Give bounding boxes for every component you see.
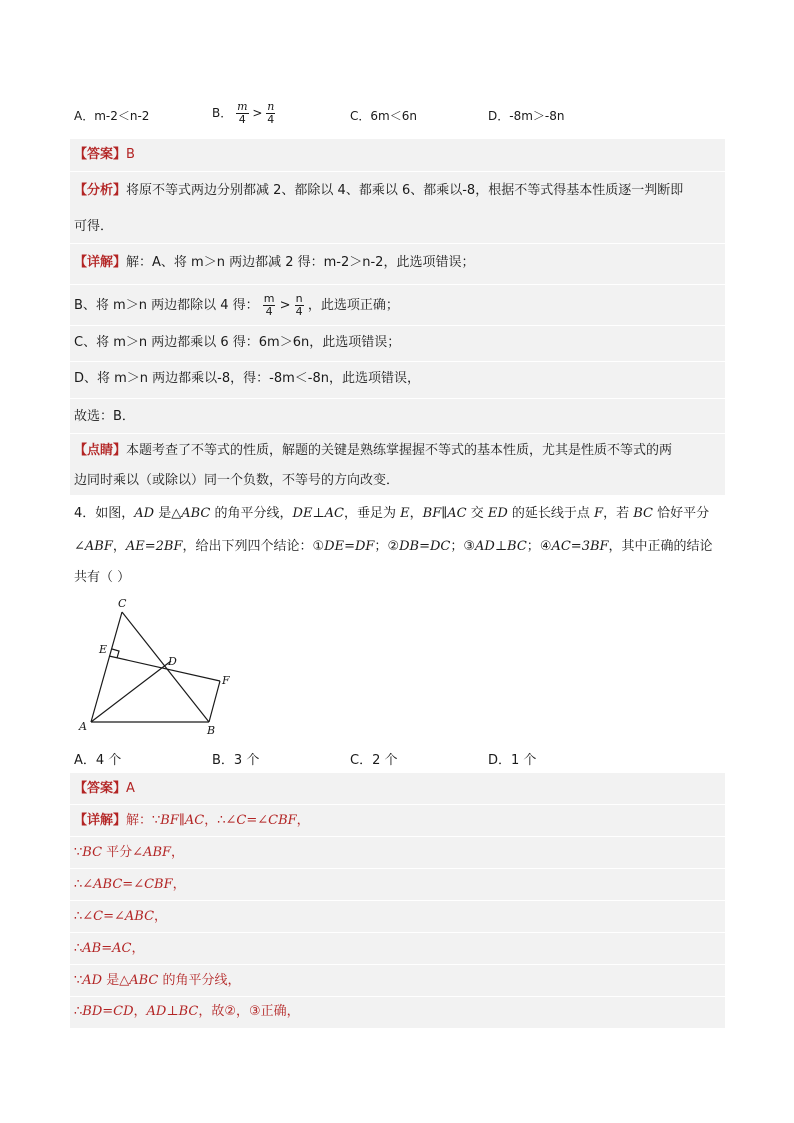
detail-text: 解：A、将 m＞n 两边都减 2 得：m-2＞n-2，此选项错误； [126, 255, 475, 270]
comment-line [74, 441, 672, 461]
label-b: B [207, 724, 216, 737]
proof-line-2: ∵BC 平分∠ABF， [74, 845, 185, 860]
proof-line-4: ∴∠C=∠ABC， [74, 909, 168, 924]
greater-than-sign: > [252, 106, 263, 120]
answer-value: A [126, 781, 135, 796]
detail-b-line [74, 289, 399, 323]
label-d: D [168, 655, 177, 668]
divider [70, 361, 725, 362]
segment-ad [91, 661, 171, 722]
analysis-text: 将原不等式两边分别都减 2、都除以 4、都乘以 6、都乘以-8，根据不等式得基本性质逐一判断即 [126, 183, 684, 198]
fraction-denominator: 4 [267, 113, 275, 126]
detail-tag: 【详解】 [74, 255, 127, 270]
divider [70, 836, 725, 837]
analysis-line-2: 可得． [74, 219, 114, 234]
fraction-numerator: m [237, 100, 248, 113]
geometry-figure [74, 594, 244, 739]
divider [70, 804, 725, 805]
option-b-prefix: B． [212, 106, 233, 120]
fraction-denominator: 4 [295, 305, 303, 318]
q4-stem-line-1: 4．如图，AD 是△ABC 的角平分线，DE⊥AC，垂足为 E，BF∥AC 交 ED 的延长线于点 F，若 BC 恰好平分 [74, 506, 710, 521]
q3-solution-panel [70, 139, 725, 495]
analysis-tag: 【分析】 [74, 183, 127, 198]
q4-stem-line-2: ∠ABF，AE=2BF，给出下列四个结论：①DE=DF；②DB=DC；③AD⊥BC；④AC=3BF，其中正确的结论 [74, 539, 713, 554]
detail-d-line: D、将 m＞n 两边都乘以-8，得：-8m＜-8n，此选项错误， [74, 371, 420, 386]
segment-bf [209, 681, 220, 722]
q4-option-d: D．1 个 [488, 753, 537, 768]
proof-line-7: ∴BD=CD，AD⊥BC，故②，③正确， [74, 1004, 300, 1019]
proof-line-6: ∵AD 是△ABC 的角平分线， [74, 973, 241, 988]
divider [70, 932, 725, 933]
comment-line-2: 边同时乘以（或除以）同一个负数，不等号的方向改变． [74, 473, 400, 488]
answer-value: B [126, 147, 135, 162]
choose-line: 故选：B． [74, 409, 135, 424]
proof-line-5: ∴AB=AC， [74, 941, 145, 956]
divider [70, 868, 725, 869]
comment-text: 本题考查了不等式的性质，解题的关键是熟练掌握握不等式的基本性质，尤其是性质不等式的两 [126, 443, 673, 458]
option-d: D．-8m＞-8n [488, 109, 565, 123]
segment-ac [91, 612, 122, 722]
option-c: C．6m＜6n [350, 109, 417, 123]
divider [70, 433, 725, 434]
greater-than-sign: > [279, 298, 291, 313]
proof-line-1: 【详解】解：∵BF∥AC，∴∠C=∠CBF， [74, 813, 310, 828]
divider [70, 171, 725, 172]
label-f: F [222, 674, 230, 687]
divider [70, 325, 725, 326]
divider [70, 284, 725, 285]
fraction-numerator: n [295, 292, 303, 305]
answer-tag: 【答案】 [74, 781, 127, 796]
divider [70, 900, 725, 901]
divider [70, 964, 725, 965]
q4-option-c: C．2 个 [350, 753, 398, 768]
segment-cb [122, 612, 209, 722]
detail-c-line: C、将 m＞n 两边都乘以 6 得：6m＞6n，此选项错误； [74, 335, 401, 350]
q4-stem-line-3: 共有（ ） [74, 570, 131, 585]
proof-line-3: ∴∠ABC=∠CBF， [74, 877, 186, 892]
q4-option-a: A．4 个 [74, 753, 122, 768]
detail-b-prefix: B、将 m＞n 两边都除以 4 得： [74, 298, 259, 313]
label-c: C [118, 597, 127, 610]
fraction-m-over-4 [263, 293, 276, 318]
fraction-n-over-4 [295, 293, 304, 318]
answer-tag: 【答案】 [74, 147, 127, 162]
answer-line [74, 145, 135, 165]
detail-b-suffix: ，此选项正确； [307, 298, 399, 313]
option-b [212, 101, 275, 126]
analysis-line [74, 181, 683, 201]
detail-line [74, 253, 474, 273]
label-e: E [99, 643, 108, 656]
comment-tag: 【点睛】 [74, 443, 127, 458]
divider [70, 996, 725, 997]
divider [70, 398, 725, 399]
fraction-numerator: m [263, 292, 275, 305]
label-a: A [79, 720, 87, 733]
answer-line [74, 779, 135, 799]
option-a: A．m-2＜n-2 [74, 109, 150, 123]
fraction-n-over-4 [266, 101, 275, 126]
fraction-numerator: n [267, 100, 275, 113]
fraction-denominator: 4 [238, 113, 246, 126]
segment-ef [109, 656, 220, 681]
q4-option-b: B．3 个 [212, 753, 260, 768]
divider [70, 243, 725, 244]
fraction-denominator: 4 [265, 305, 273, 318]
fraction-m-over-4 [236, 101, 248, 126]
